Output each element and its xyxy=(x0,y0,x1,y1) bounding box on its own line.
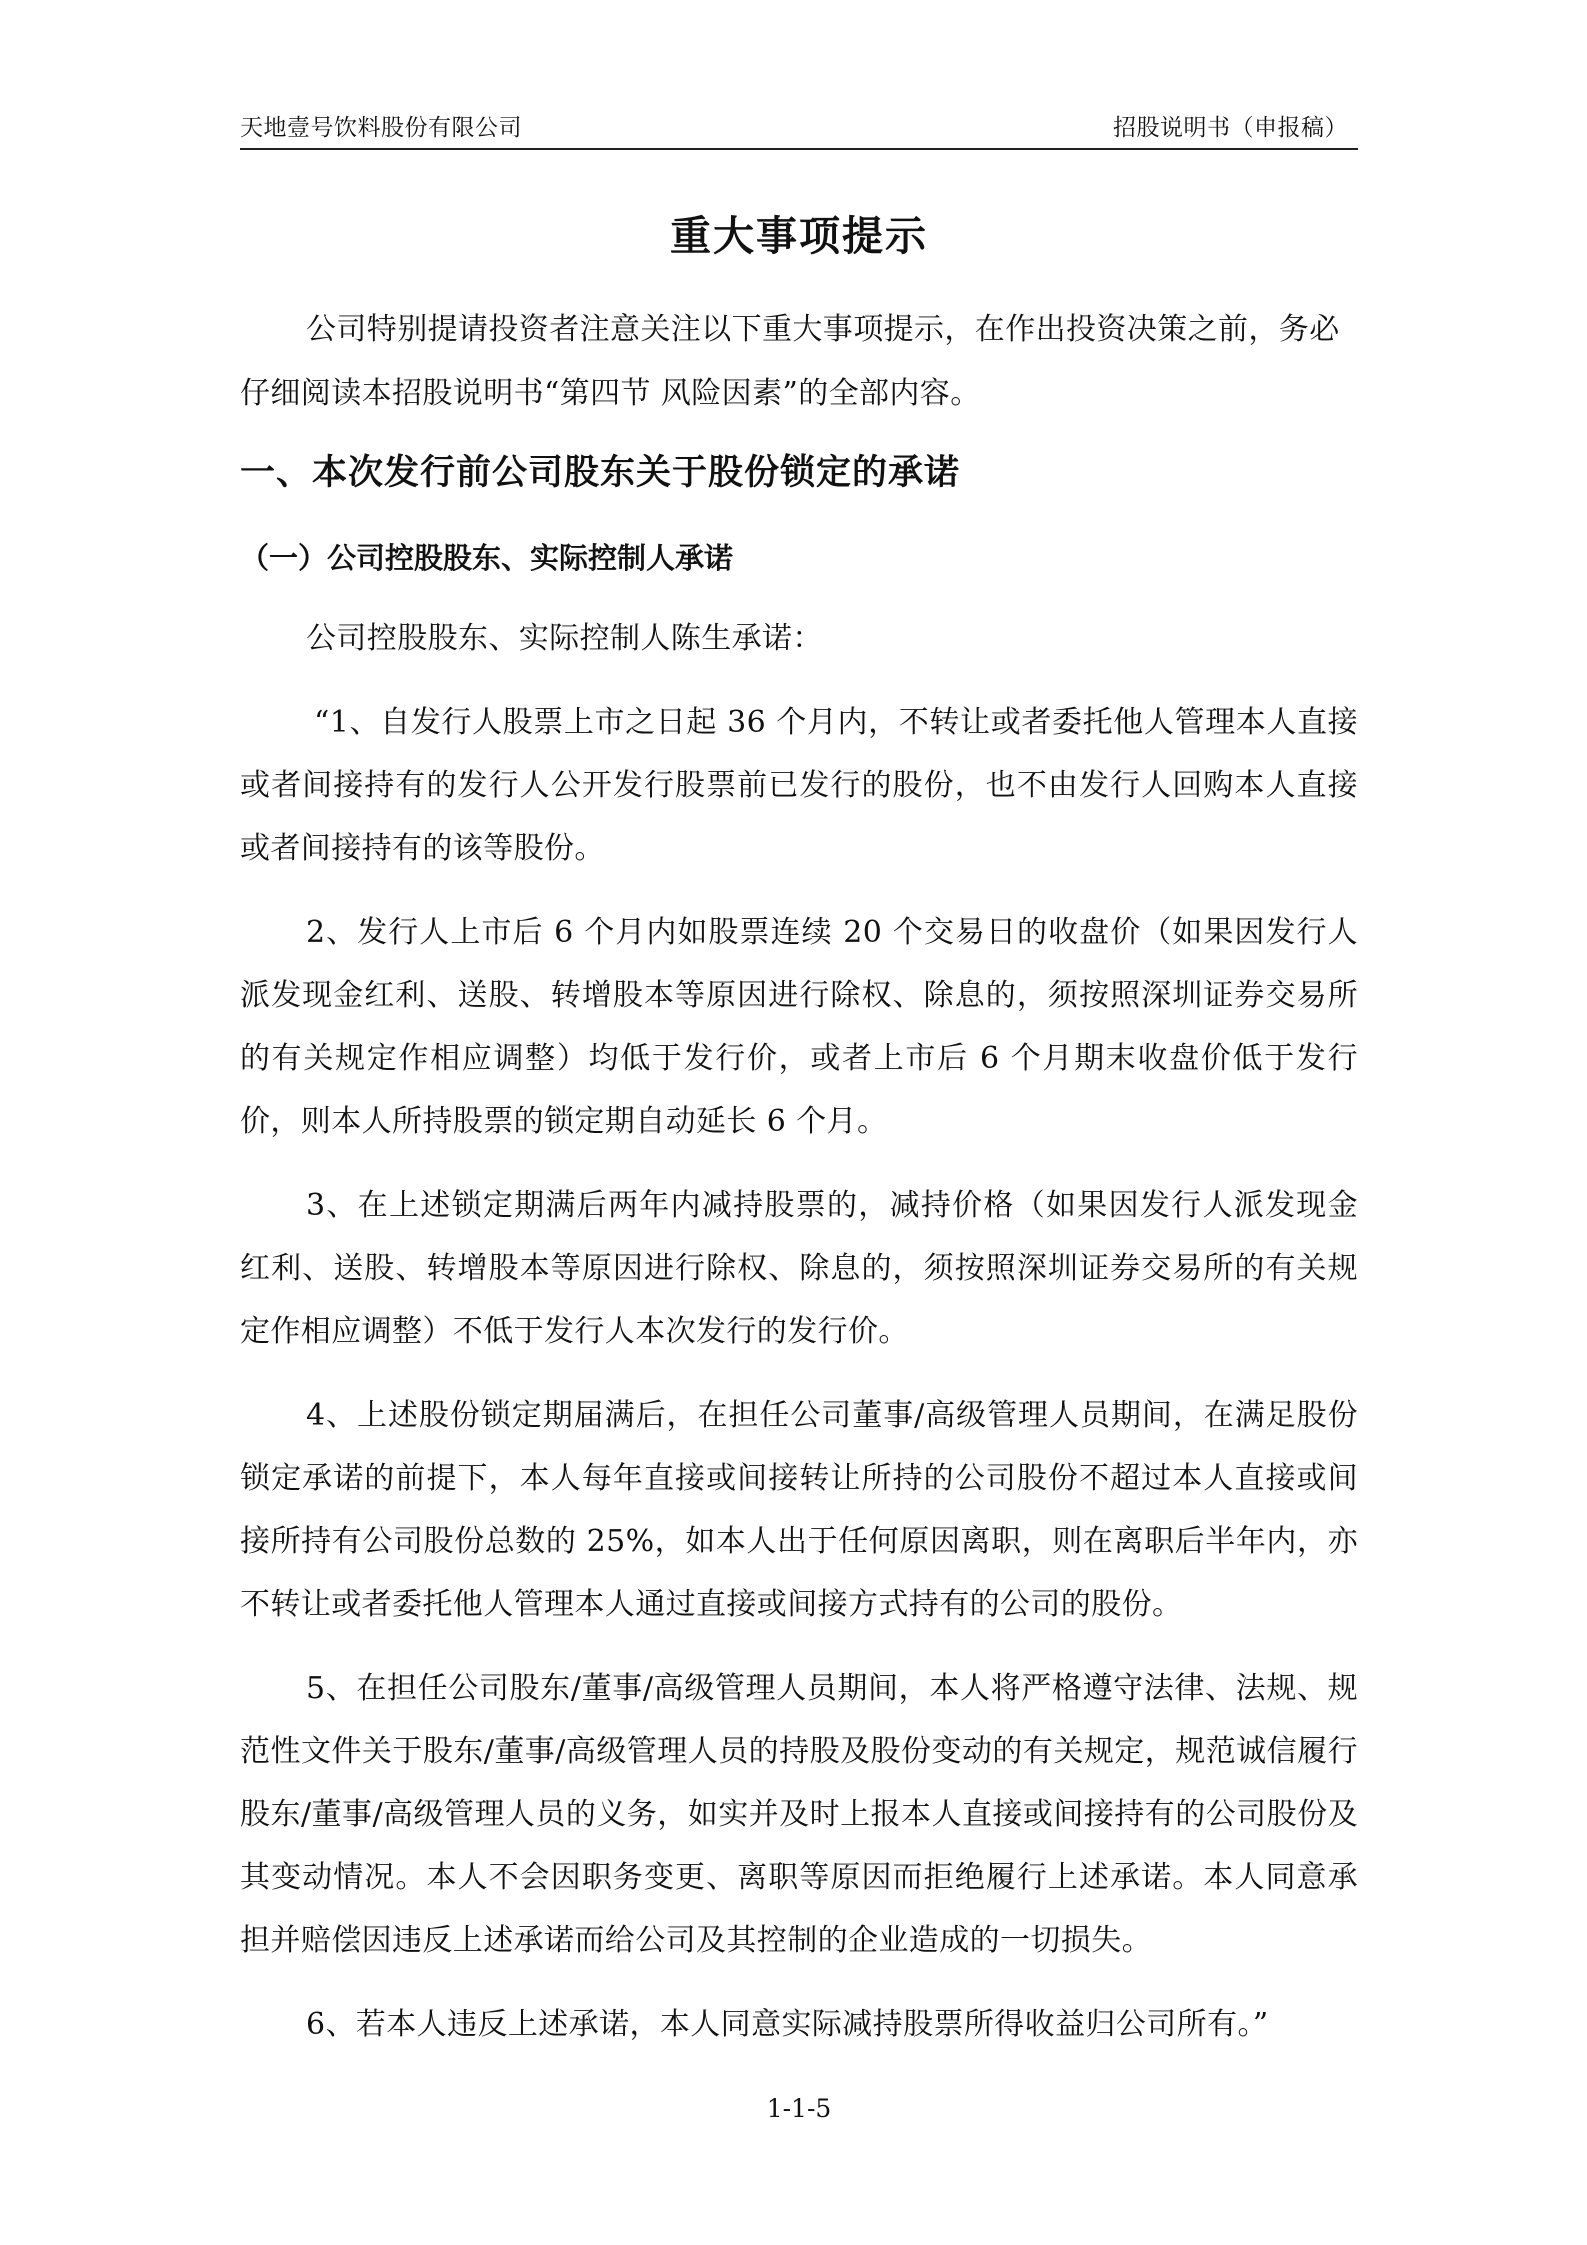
page-title: 重大事项提示 xyxy=(670,212,928,260)
commitment-item-2: 2、发行人上市后 6 个月内如股票连续 20 个交易日的收盘价（如果因发行人派发现金红利、送股、转增股本等原因进行除权、除息的，须按照深圳证券交易所的有关规定作相应调整）均低于发行价，或者上市后 6 个月期末收盘价低于发行价，则本人所持股票的锁定期自动延长 6 个月。 xyxy=(240,915,1358,1139)
header-document-type: 招股说明书（申报稿） xyxy=(1113,115,1348,141)
commitment-body xyxy=(240,607,1358,2077)
commitment-item-6: 6、若本人违反上述承诺，本人同意实际减持股票所得收益归公司所有。” xyxy=(306,2007,1269,2042)
intro-paragraph: 公司特别提请投资者注意关注以下重大事项提示，在作出投资决策之前，务必仔细阅读本招股说明书“第四节 风险因素”的全部内容。 xyxy=(240,312,1340,411)
subsection-heading-controlling-shareholder: （一）公司控股股东、实际控制人承诺 xyxy=(240,541,734,575)
commitment-item-3: 3、在上述锁定期满后两年内减持股票的，减持价格（如果因发行人派发现金红利、送股、转增股本等原因进行除权、除息的，须按照深圳证券交易所的有关规定作相应调整）不低于发行人本次发行的发行价。 xyxy=(240,1188,1358,1349)
document-page xyxy=(240,0,1358,2245)
commitment-lead-paragraph: 公司控股股东、实际控制人陈生承诺： xyxy=(306,621,823,656)
header-company-name: 天地壹号饮料股份有限公司 xyxy=(240,115,522,141)
commitment-item-5: 5、在担任公司股东/董事/高级管理人员期间，本人将严格遵守法律、法规、规范性文件关于股东/董事/高级管理人员的持股及股份变动的有关规定，规范诚信履行股东/董事/高级管理人员的义务，如实并及时上报本人直接或间接持有的公司股份及其变动情况。本人不会因职务变更、离职等原因而拒绝履行上述承诺。本人同意承担并赔偿因违反上述承诺而给公司及其控制的企业造成的一切损失。 xyxy=(240,1671,1358,1958)
section-heading-share-lockup: 一、本次发行前公司股东关于股份锁定的承诺 xyxy=(240,453,961,493)
page-header xyxy=(240,110,1358,150)
page-number: 1-1-5 xyxy=(766,2094,832,2123)
commitment-item-1: “1、自发行人股票上市之日起 36 个月内，不转让或者委托他人管理本人直接或者间接持有的发行人公开发行股票前已发行的股份，也不由发行人回购本人直接或者间接持有的该等股份。 xyxy=(240,705,1358,866)
commitment-item-4: 4、上述股份锁定期届满后，在担任公司董事/高级管理人员期间，在满足股份锁定承诺的前提下，本人每年直接或间接转让所持的公司股份不超过本人直接或间接所持有公司股份总数的 25%，如本人出于任何原因离职，则在离职后半年内，亦不转让或者委托他人管理本人通过直接或间接方式持有的公司的股份。 xyxy=(240,1398,1358,1622)
